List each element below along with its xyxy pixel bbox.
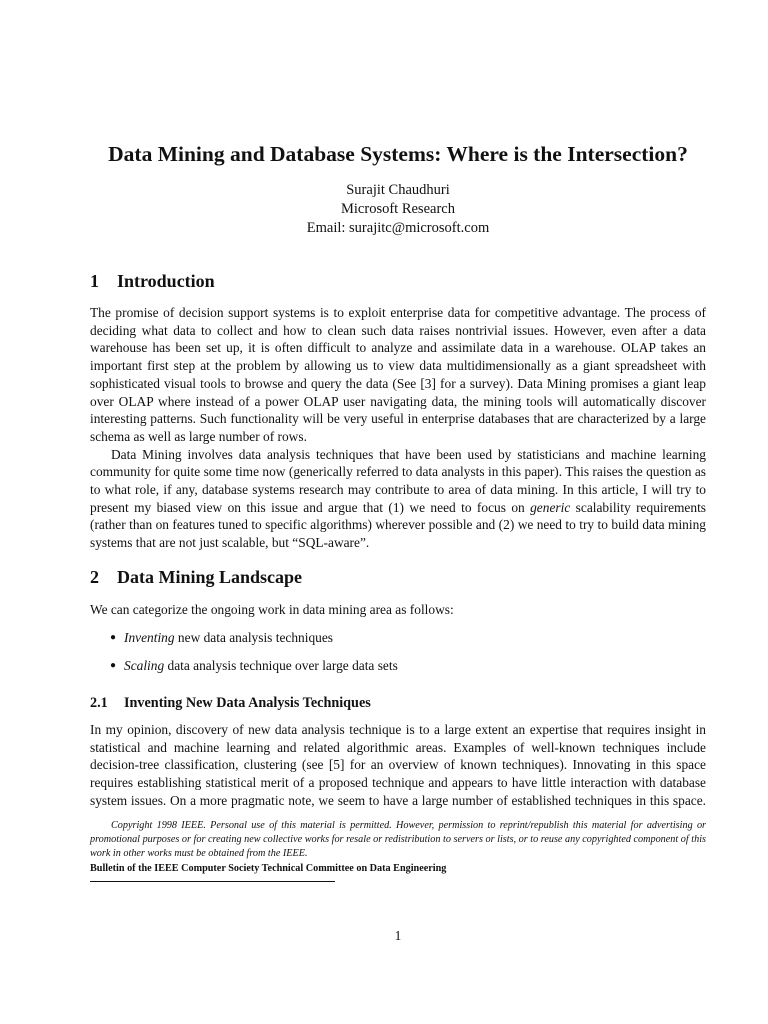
section-2-1-title: Inventing New Data Analysis Techniques — [124, 695, 371, 711]
section-2-1-body — [90, 721, 706, 810]
author-email: Email: surajitc@microsoft.com — [306, 220, 490, 236]
page-number: 1 — [394, 928, 402, 943]
bullet-text: new data analysis techniques — [174, 630, 333, 645]
emphasis-generic: generic — [530, 499, 571, 515]
author-affiliation: Microsoft Research — [341, 201, 455, 217]
bullet-emphasis: Inventing — [124, 630, 175, 645]
section-2-1-paragraph-1: In my opinion, discovery of new data analysis technique is to a large extent an expertise that requires insight in statistical and machine learning and related algorithmic areas. Examples of well-known techniques include decision-tree classification, clustering (see [5] for an overview of known techniques). Innovating in this space requires establishing statistical merit of a proposed technique and appears to have little interaction with database system issues. On a more pragmatic note, we seem to have a large number of established techniques in this space. — [90, 722, 706, 808]
bullet-text: data analysis technique over large data sets — [164, 658, 398, 673]
section-2-title: Data Mining Landscape — [117, 567, 303, 587]
section-1-paragraph-2 — [90, 446, 706, 552]
copyright-notice: Copyright 1998 IEEE. Personal use of this material is permitted. However, permission to reprint/republish this material for advertising or promotional purposes or for creating new collective works for resale or redistribution to servers or lists, or to reuse any copyrighted component of this work in other works must be obtained from the IEEE. — [90, 820, 706, 860]
section-1-heading — [90, 270, 215, 292]
paragraph-text: Data Mining involves data analysis techniques that have been used by statisticians and machine learning community for quite some time now (generically referred to data analysts in this paper). This raises the question as to what role, if any, database systems research may contribute to area of data mining. In this article, I will try to present my biased view on this issue and argue that (1) we need to focus on — [90, 446, 706, 515]
section-2-1-number: 2.1 — [90, 695, 108, 711]
footnote-divider — [90, 881, 335, 882]
section-1-body — [90, 304, 706, 552]
section-2-number: 2 — [90, 567, 99, 587]
section-2-intro: We can categorize the ongoing work in data mining area as follows: — [90, 602, 454, 617]
bullet-item-scaling — [110, 657, 398, 674]
paper-title: Data Mining and Database Systems: Where is the Intersection? — [108, 142, 688, 166]
section-1-paragraph-1: The promise of decision support systems is to exploit enterprise data for competitive advantage. The process of deciding what data to collect and how to clean such data raises nontrivial issues. However, even after a data warehouse has been set up, it is often difficult to analyze and assimilate data in a warehouse. OLAP takes an important first step at the problem by allowing us to view data multidimensionally as a giant spreadsheet with sophisticated visual tools to browse and query the data (See [3] for a survey). Data Mining promises a giant leap over OLAP where instead of a power OLAP user navigating data, the mining tools will automatically discover interesting patterns. Such functionality will be very useful in enterprise databases that are characterized by a large schema as well as large number of rows. — [90, 305, 706, 444]
bulletin-line: Bulletin of the IEEE Computer Society Technical Committee on Data Engineering — [90, 862, 447, 874]
footnote — [90, 819, 706, 876]
author-name: Surajit Chaudhuri — [346, 182, 450, 198]
section-1-number: 1 — [90, 271, 99, 291]
section-2-1-heading — [90, 694, 371, 712]
bullet-item-inventing — [110, 629, 333, 646]
bullet-icon: ● — [110, 632, 117, 643]
bullet-icon: ● — [110, 660, 117, 671]
paragraph-text: scalability requirements (rather than on features tuned to specific algorithms) wherever possible and (2) we need to try to build data mining systems that are not just scalable, but “SQL-aware”. — [90, 499, 706, 551]
section-1-title: Introduction — [117, 271, 215, 291]
bullet-emphasis: Scaling — [124, 658, 165, 673]
author-block — [90, 181, 706, 238]
section-2-heading — [90, 566, 302, 588]
